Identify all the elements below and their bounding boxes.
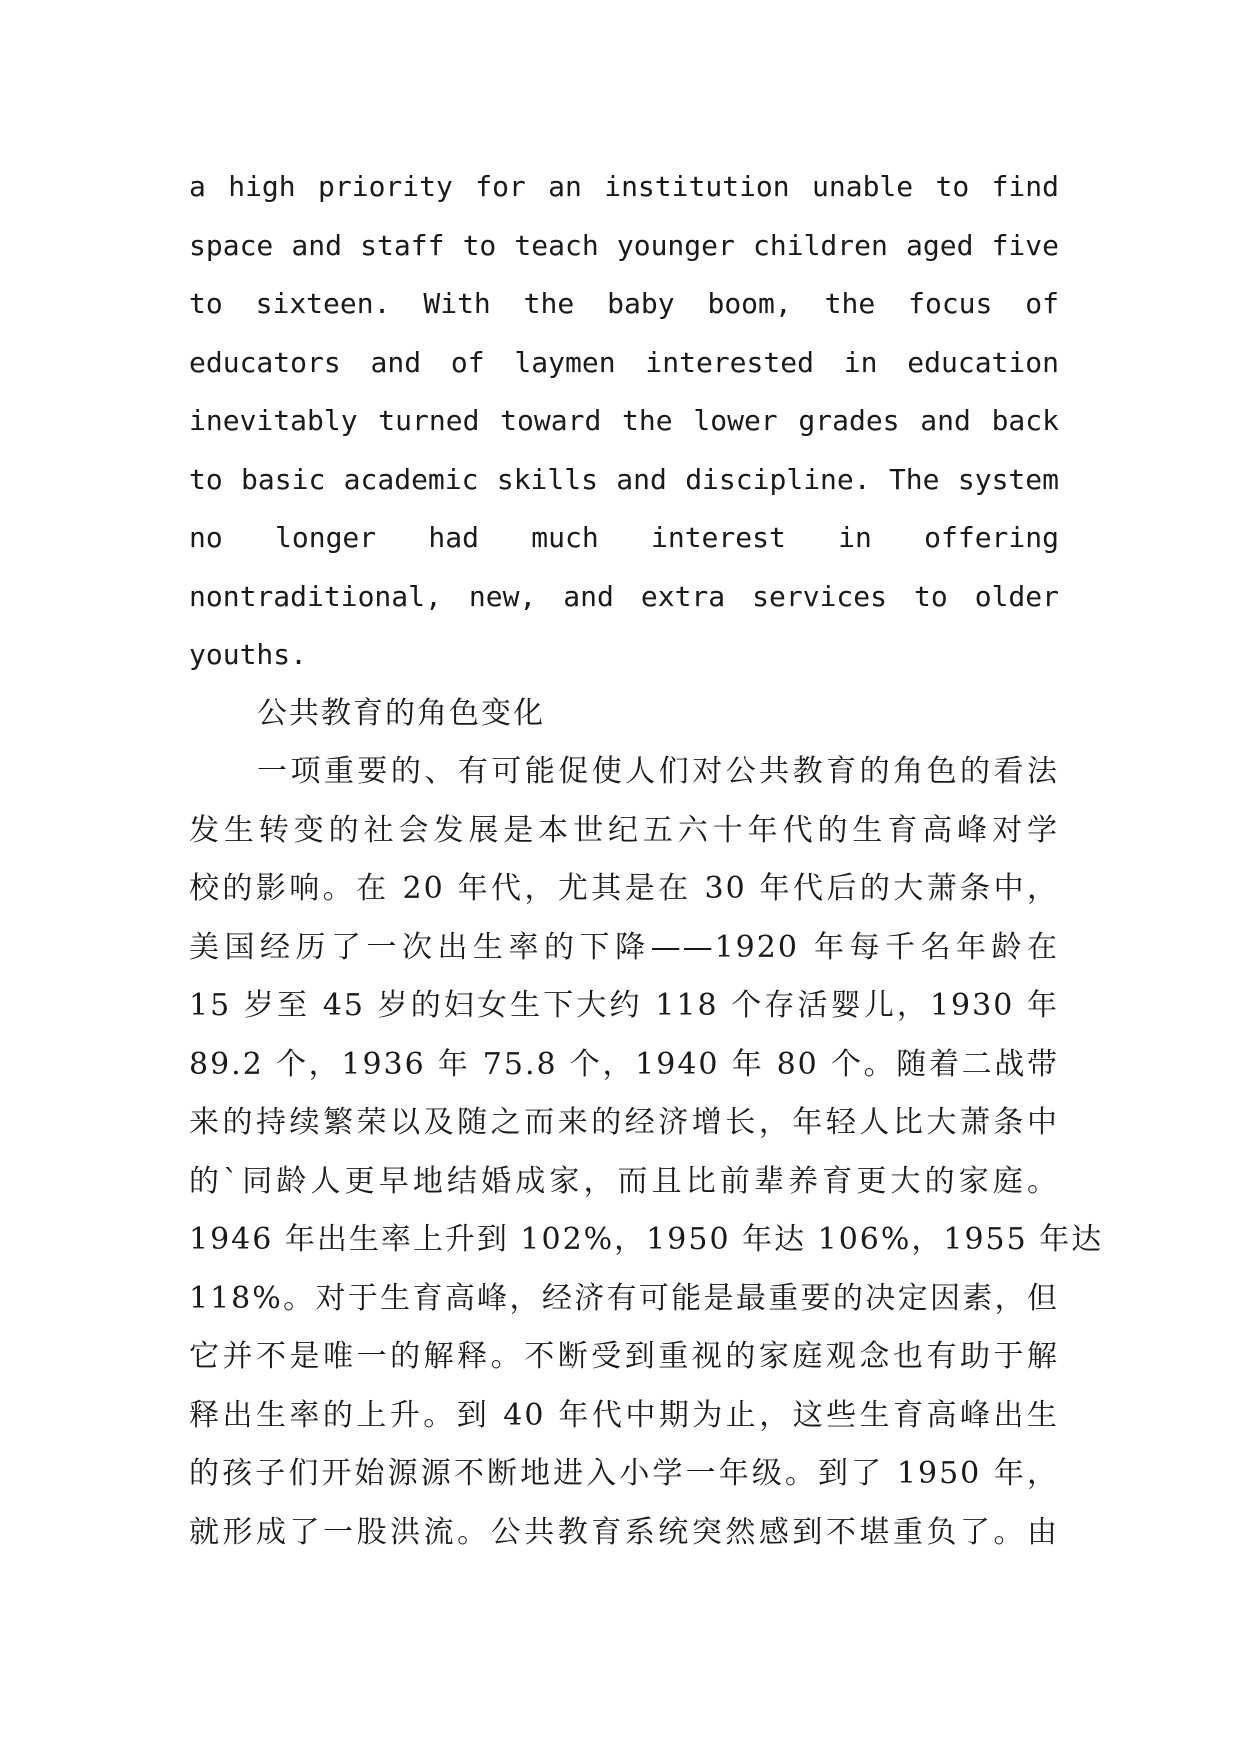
text-line: 89.2 个，1936 年 75.8 个，1940 年 80 个。随着二战带 [189,1046,1059,1082]
text-line: to basic academic skills and discipline. The system [189,462,1059,496]
text-line: a high priority for an institution unable to find [189,170,1059,203]
text-line: space and staff to teach younger children aged five [189,228,1059,262]
text-line: 它并不是唯一的解释。不断受到重视的家庭观念也有助于解 [189,1339,1059,1374]
text-line: to sixteen. With the baby boom, the focus of [189,287,1059,320]
text-line: 的`同龄人更早地结婚成家，而且比前辈养育更大的家庭。 [189,1163,1059,1199]
text-line: 校的影响。在 20 年代，尤其是在 30 年代后的大萧条中， [189,871,1059,906]
text-line: 来的持续繁荣以及随之而来的经济增长，年轻人比大萧条中 [189,1105,1059,1140]
document-page [189,158,1104,1562]
text-line: 118%。对于生育高峰，经济有可能是最重要的决定因素，但 [189,1280,1059,1316]
text-line: youths. [189,638,308,671]
english-paragraph [189,158,1059,685]
text-line: no longer had much interest in offering [189,521,1059,554]
text-line: 的孩子们开始源源不断地进入小学一年级。到了 1950 年， [189,1456,1059,1491]
text-line: 美国经历了一次出生率的下降——1920 年每千名年龄在 [189,929,1059,965]
text-line: 发生转变的社会发展是本世纪五六十年代的生育高峰对学 [189,812,1059,848]
text-line: 一项重要的、有可能促使人们对公共教育的角色的看法 [257,754,1059,789]
text-line: 就形成了一股洪流。公共教育系统突然感到不堪重负了。由 [189,1514,1059,1550]
section-heading: 公共教育的角色变化 [257,695,545,731]
chinese-paragraph [189,743,1104,1562]
text-line: 释出生率的上升。到 40 年代中期为止，这些生育高峰出生 [189,1397,1059,1433]
text-line: nontraditional, new, and extra services to older [189,579,1059,613]
text-line: educators and of laymen interested in education [189,345,1059,379]
text-line: inevitably turned toward the lower grades and back [189,404,1059,437]
text-line: 1946 年出生率上升到 102%，1950 年达 106%，1955 年达 [189,1222,1104,1257]
text-line: 15 岁至 45 岁的妇女生下大约 118 个存活婴儿，1930 年 [189,988,1059,1023]
